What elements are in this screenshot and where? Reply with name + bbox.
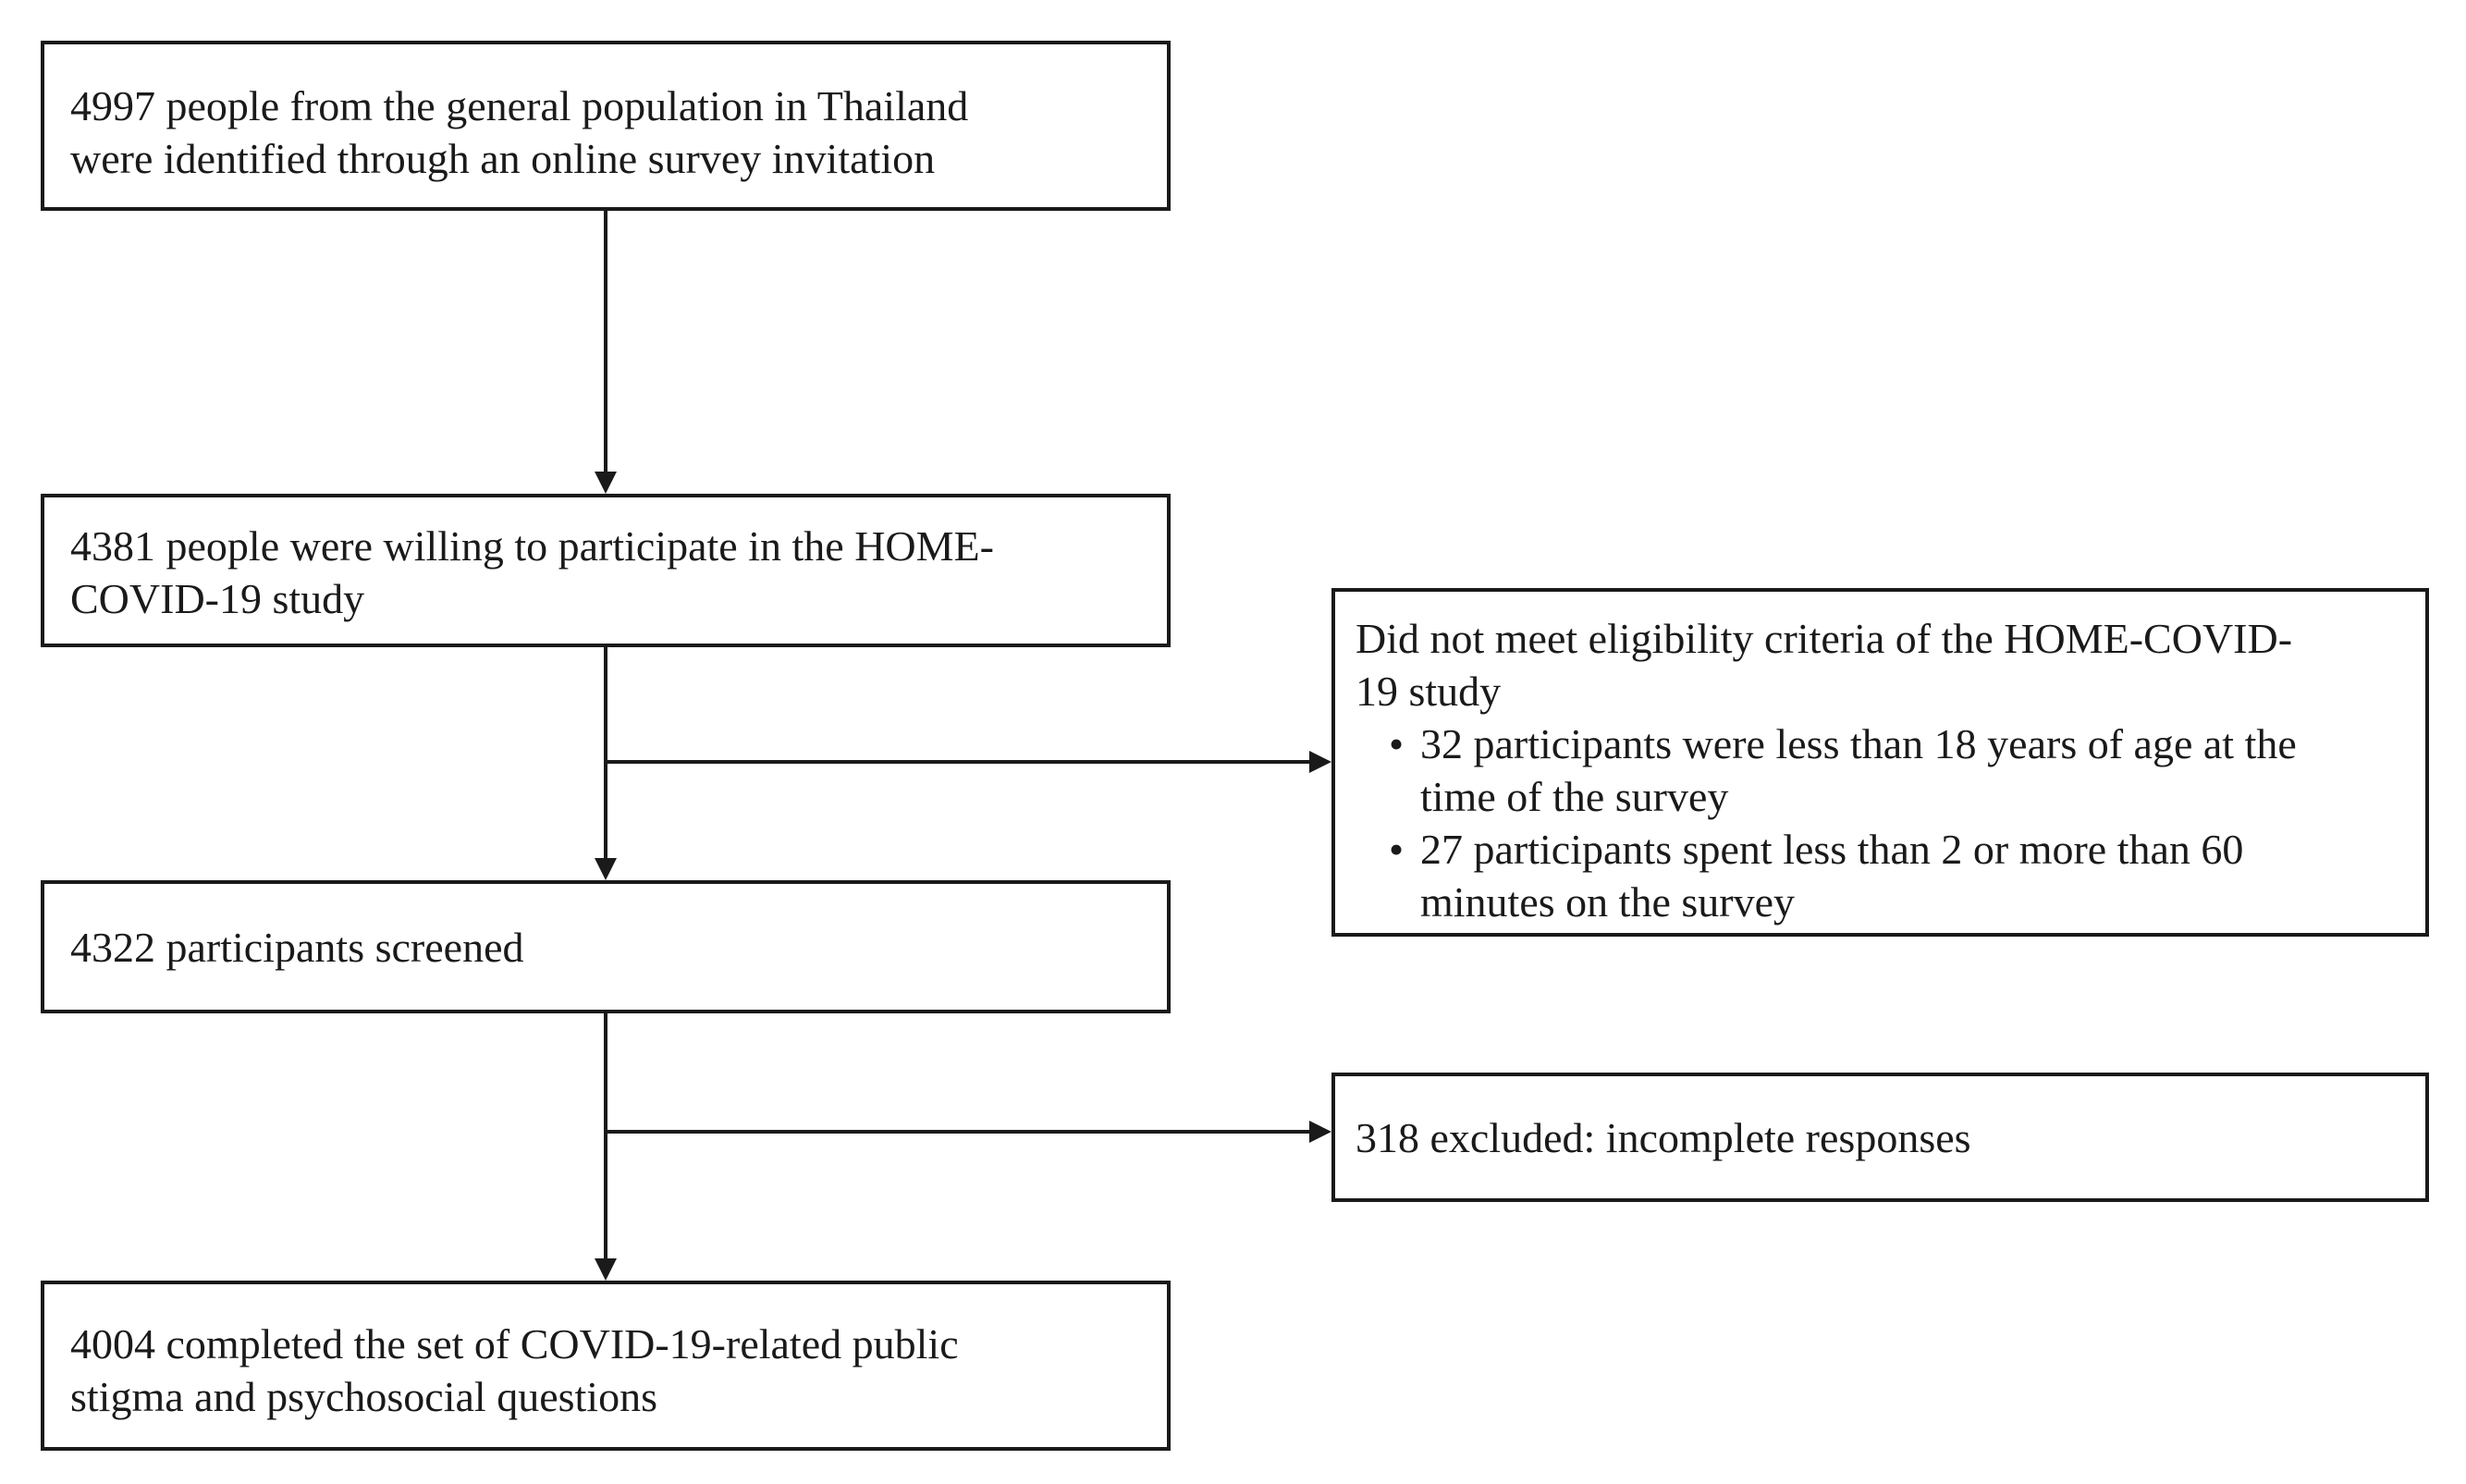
step-completed-line-2: stigma and psychosocial questions [70,1373,657,1420]
exclusion-bullet-duration-line-1: • 27 participants spent less than 2 or more than 60 [1420,826,2244,873]
exclusion-bullet-underage-line-1: • 32 participants were less than 18 years of age at the [1420,720,2297,767]
exclusion-incomplete-box [1331,1073,2429,1202]
exclusion-eligibility-bullets [1356,717,2407,928]
step-screened-line-1: 4322 participants screened [70,924,524,971]
step-willing-line-2: COVID-19 study [70,575,365,622]
arrowhead-step3 [595,858,617,880]
exclusion-eligibility-box [1331,588,2429,937]
step-identified-box [41,41,1171,211]
arrowhead-step2 [595,472,617,494]
exclusion-bullet-underage [1398,717,2407,823]
arrowhead-eligibility-exclusion [1309,751,1331,773]
step-identified-line-1: 4997 people from the general population in Thailand [70,82,969,129]
exclusion-bullet-duration-line-2: minutes on the survey [1420,878,1795,926]
step-completed-box [41,1281,1171,1451]
exclusion-eligibility-heading-line-1: Did not meet eligibility criteria of the HOME-COVID- [1356,615,2293,662]
step-willing-box [41,494,1171,647]
arrowhead-step4 [595,1258,617,1281]
exclusion-bullet-underage-line-2: time of the survey [1420,773,1729,820]
step-identified-line-2: were identified through an online survey invitation [70,135,936,182]
arrowhead-incomplete-exclusion [1309,1121,1331,1143]
exclusion-bullet-duration [1398,823,2407,928]
step-completed-line-1: 4004 completed the set of COVID-19-related public [70,1320,959,1367]
step-willing-line-1: 4381 people were willing to participate in the HOME- [70,522,994,570]
exclusion-eligibility-heading-line-2: 19 study [1356,668,1502,715]
step-screened-box [41,880,1171,1013]
exclusion-incomplete-line-1: 318 excluded: incomplete responses [1356,1114,1971,1161]
